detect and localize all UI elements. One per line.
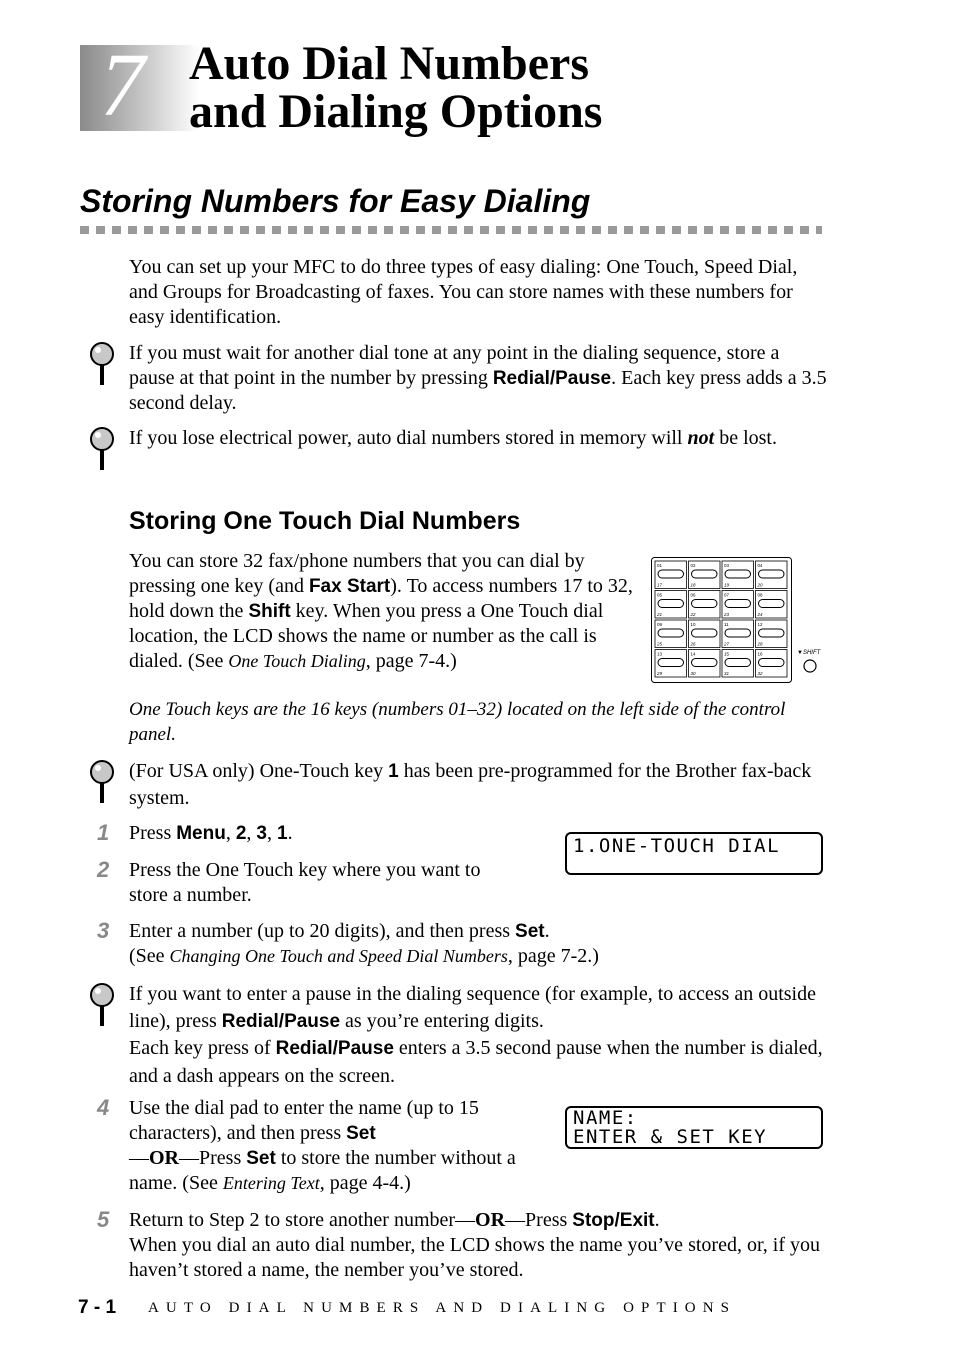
one-touch-key [759,629,785,637]
key-number-label: 05 [657,592,663,598]
one-touch-key [759,570,785,578]
running-footer-title: AUTO DIAL NUMBERS AND DIALING OPTIONS [148,1300,737,1316]
key-shift-number-label: 21 [657,612,663,617]
step-number: 3 [97,918,110,943]
one-touch-key [692,600,718,608]
key-shift-number-label: 24 [757,612,763,617]
chapter-number: 7 [100,36,145,135]
magnifier-tip-icon [87,982,117,1028]
key-shift-number-label: 17 [657,582,663,588]
one-touch-key [692,629,718,637]
chapter-title-line2: and Dialing Options [189,85,603,138]
magnifier-tip-icon [87,426,117,472]
chapter-title [189,37,603,138]
subsection-title: Storing One Touch Dial Numbers [129,507,521,535]
step-2-text: Press the One Touch key where you want to store a number. [129,859,481,906]
one-touch-panel-illustration [651,557,792,683]
key-number-label: 10 [690,622,696,627]
key-shift-number-label: 23 [724,612,730,617]
key-shift-number-label: 30 [690,671,696,676]
note-pause-digits: If you want to enter a pause in the dialing sequence (for example, to access an outside line), press Redial/Pause as you’re entering digits. Each key press of Redial/Pause enters a 3.5 second pause when the number is dialed, and a dash appears on the screen. [129,983,823,1087]
key-shift-number-label: 28 [757,641,763,647]
one-touch-key [725,570,751,578]
one-touch-key [725,629,751,637]
note-pause: If you must wait for another dial tone at any point in the dialing sequence, store a pause at that point in the number by pressing Redial/Pause. Each key press adds a 3.5 second delay. [129,342,827,414]
key-number-label: 08 [757,592,763,598]
step-4-text: Use the dial pad to enter the name (up to 15 characters), and then press Set —OR—Press Set to store the number without a name. (See Entering Text, page 4-4.) [129,1097,516,1194]
magnifier-tip-icon [87,759,117,805]
magnifier-tip-icon [87,341,117,387]
lcd-line: ENTER & SET KEY [573,1126,768,1148]
section-title: Storing Numbers for Easy Dialing [80,183,591,219]
step-number: 4 [97,1095,110,1120]
step-1-text: Press Menu, 2, 3, 1. [129,822,293,844]
lcd-line: 1.ONE-TOUCH DIAL [573,835,781,857]
chapter-title-line1: Auto Dial Numbers [189,37,590,90]
lcd-display [565,1106,823,1149]
one-touch-paragraph: You can store 32 fax/phone numbers that you can dial by pressing one key (and Fax Start). To access numbers 17 to 32, hold down the Shift key. When you press a One Touch dial location, the LCD shows the name or number as the call is dialed. (See One Touch Dialing, page 7-4.) [129,550,633,672]
key-number-label: 07 [724,592,730,598]
section-divider [80,226,822,234]
one-touch-key [692,570,718,578]
one-touch-key [658,659,684,667]
one-touch-key [725,600,751,608]
key-number-label: 03 [724,563,730,568]
one-touch-key [759,600,785,608]
shift-key-label: ▼SHIFT [797,650,821,656]
one-touch-key [759,659,785,667]
key-shift-number-label: 19 [724,582,730,588]
key-shift-number-label: 29 [657,671,663,676]
key-number-label: 16 [757,651,763,657]
key-number-label: 14 [690,651,696,657]
step-3-text: Enter a number (up to 20 digits), and then press Set. (See Changing One Touch and Speed Dial Numbers, page 7-2.) [129,920,599,967]
lcd-display [565,832,823,875]
step-number: 1 [97,820,110,845]
key-shift-number-label: 20 [757,582,763,588]
key-number-label: 15 [724,651,730,657]
key-redial-pause: Redial/Pause [492,368,612,389]
step-number: 2 [97,857,110,882]
key-shift-number-label: 25 [657,641,663,647]
one-touch-key [658,629,684,637]
one-touch-key [658,600,684,608]
one-touch-key [725,659,751,667]
key-shift-number-label: 27 [724,641,730,647]
key-shift-number-label: 31 [724,671,730,676]
intro-paragraph: You can set up your MFC to do three types of easy dialing: One Touch, Speed Dial, and Groups for Broadcasting of faxes. You can store names with these numbers for easy identification. [129,256,798,328]
step-number: 5 [97,1207,110,1232]
note-usa: (For USA only) One-Touch key 1 has been pre-programmed for the Brother fax-back system. [129,760,812,809]
one-touch-key [658,570,684,578]
key-number-label: 13 [657,651,663,657]
key-shift-number-label: 26 [690,641,696,647]
one-touch-key [692,659,718,667]
key-shift-number-label: 18 [690,582,696,588]
note-power: If you lose electrical power, auto dial numbers stored in memory will not be lost. [129,427,777,449]
key-number-label: 02 [690,563,696,568]
page-number: 7 - 1 [78,1297,117,1318]
key-number-label: 06 [690,592,696,598]
key-shift-number-label: 32 [757,671,763,676]
key-shift-number-label: 22 [690,612,696,617]
lcd-line: NAME: [573,1107,638,1129]
key-number-label: 01 [657,563,663,568]
key-number-label: 12 [757,622,763,627]
step-5-text: Return to Step 2 to store another number—OR—Press Stop/Exit. When you dial an auto dial number, the LCD shows the name you’ve stored, or, if you haven’t stored a name, the nember you’ve stored. [129,1209,821,1281]
key-number-label: 04 [757,563,763,568]
key-number-label: 11 [724,622,729,627]
panel-caption: One Touch keys are the 16 keys (numbers 01–32) located on the left side of the control panel. [129,699,786,745]
key-number-label: 09 [657,622,663,627]
